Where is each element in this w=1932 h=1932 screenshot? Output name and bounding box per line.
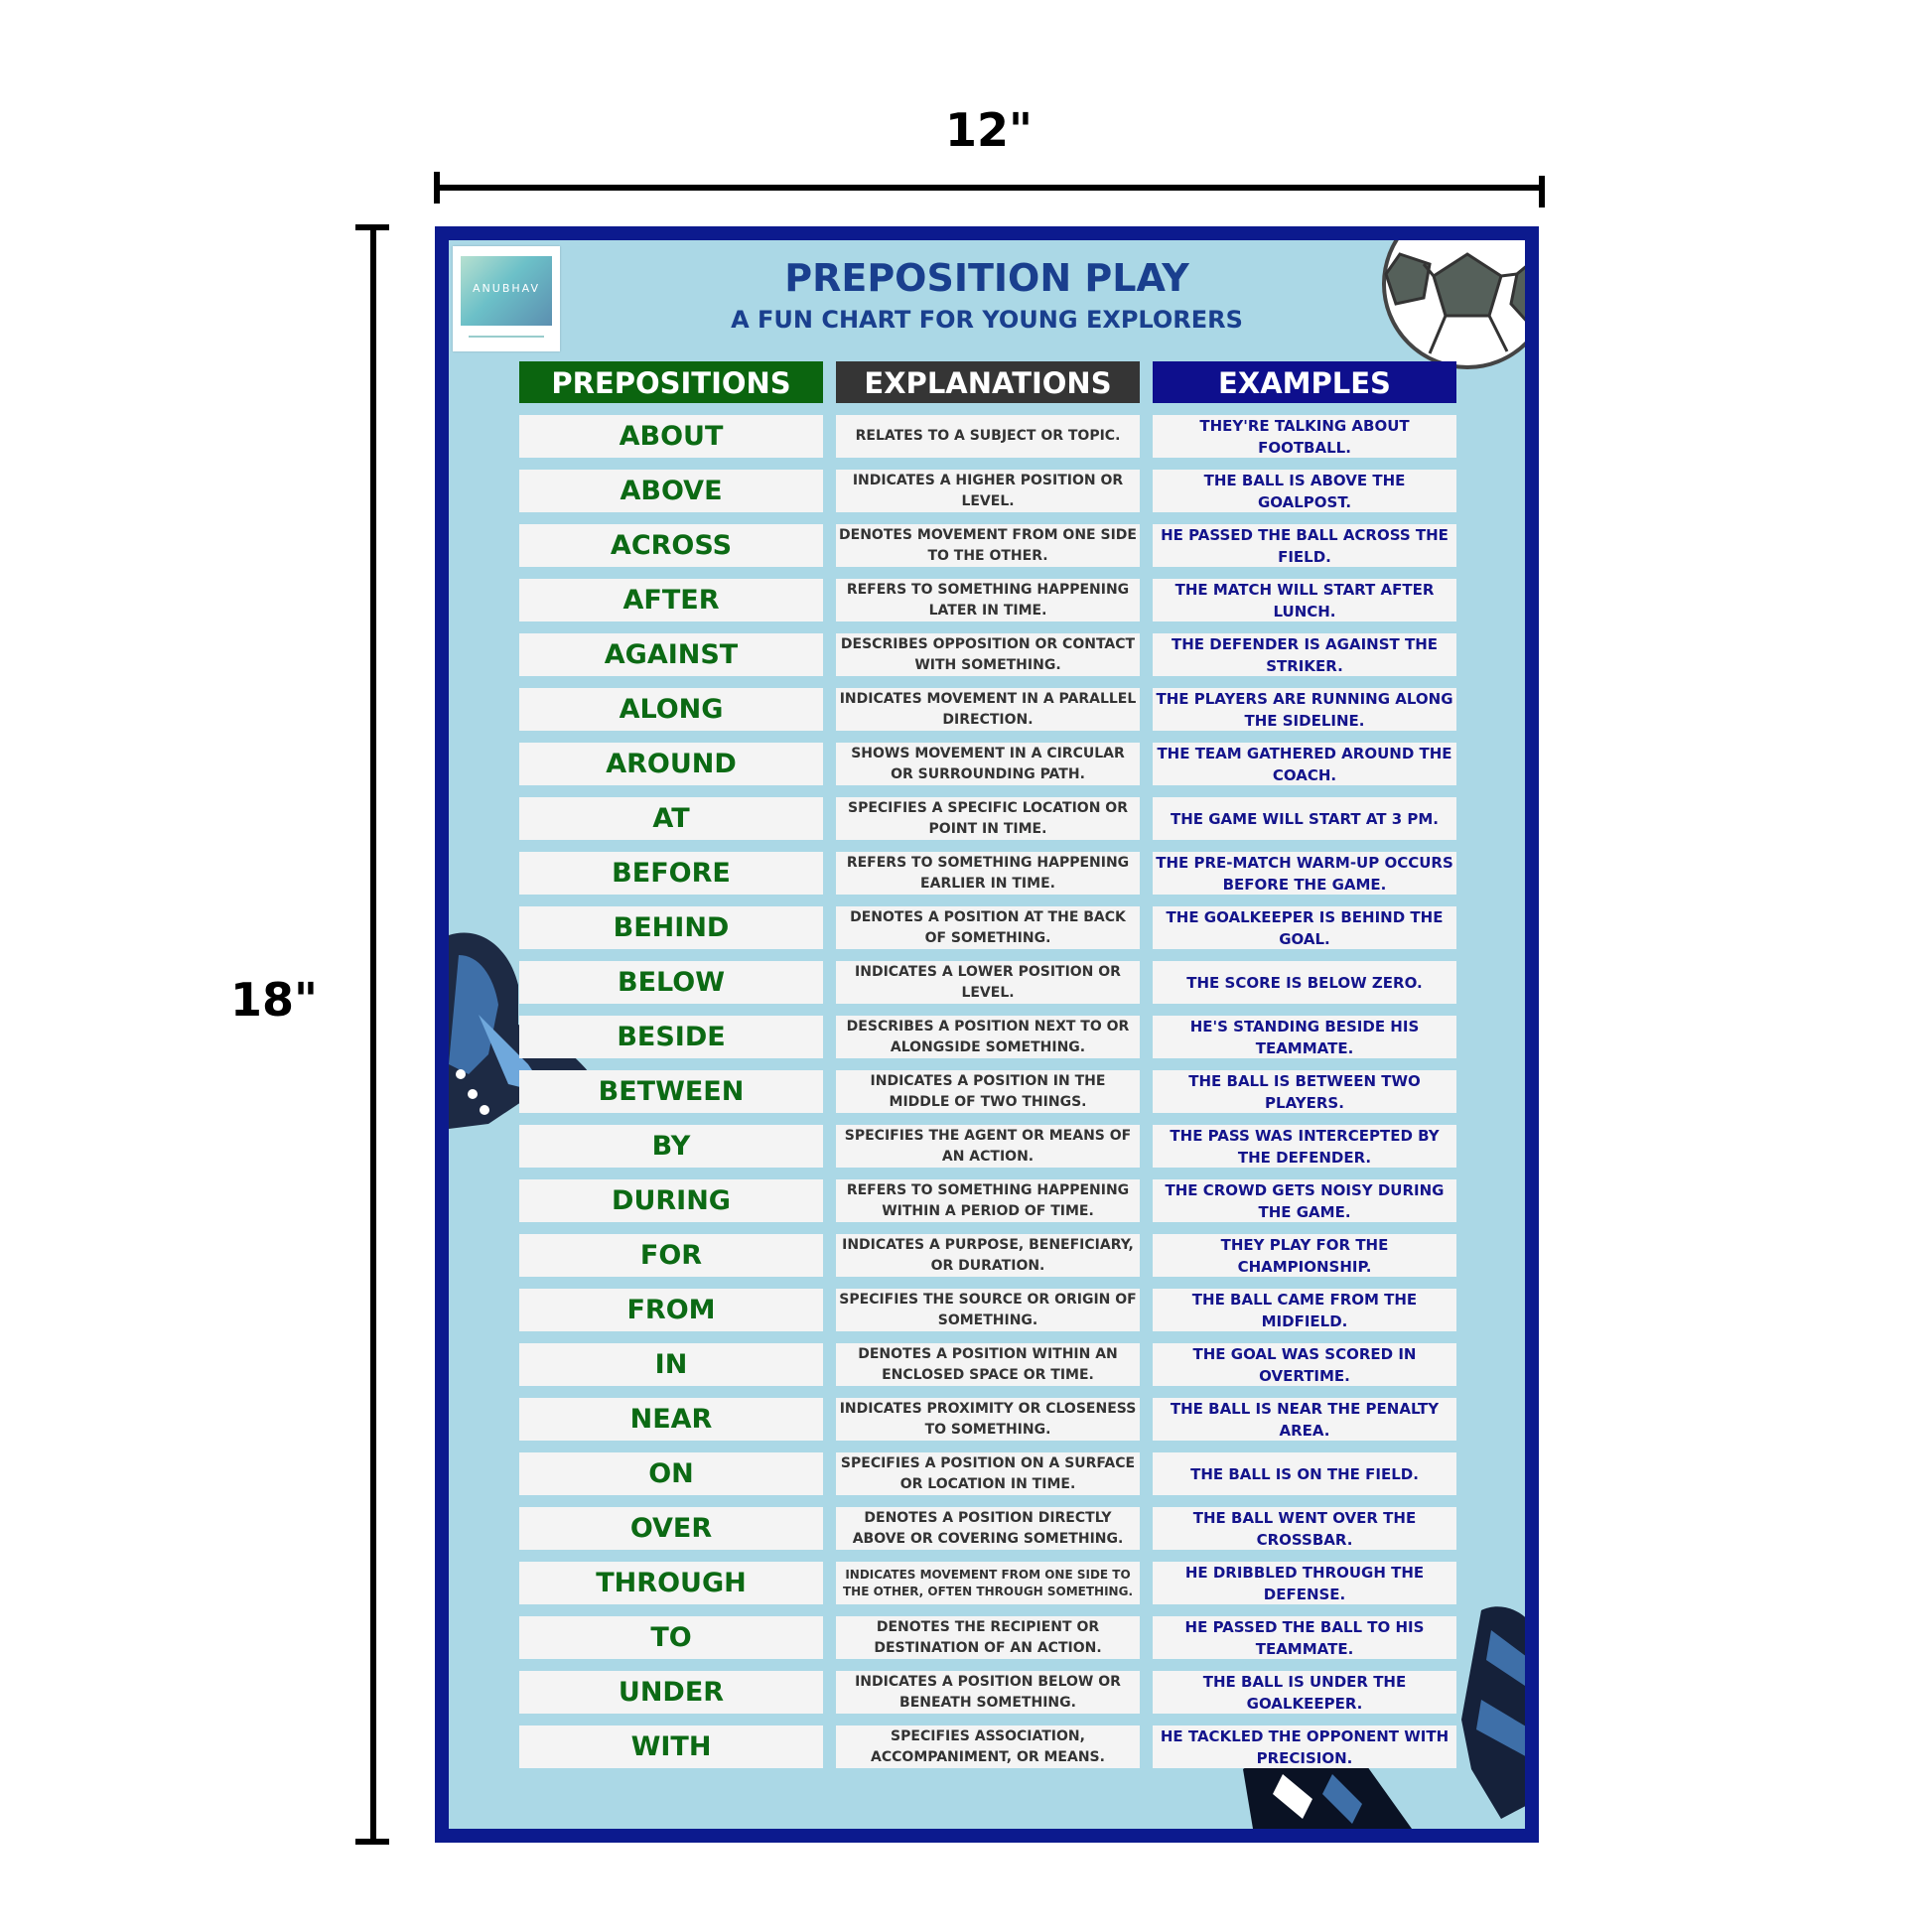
examples-header: EXAMPLES [1153,361,1456,403]
table-row [449,1289,1525,1331]
table-row [449,1507,1525,1550]
example-cell: THE BALL IS ABOVE THE GOALPOST. [1153,470,1456,512]
logo-text: ANUBHAV [473,282,540,295]
example-cell: THE TEAM GATHERED AROUND THE COACH. [1153,743,1456,785]
example-cell: THE DEFENDER IS AGAINST THE STRIKER. [1153,633,1456,676]
height-dimension-line [370,226,376,1843]
explanation-cell: DENOTES THE RECIPIENT OR DESTINATION OF AN ACTION. [836,1616,1140,1659]
table-row [449,1671,1525,1714]
example-cell: THE PRE-MATCH WARM-UP OCCURS BEFORE THE GAME. [1153,852,1456,895]
preposition-cell: OVER [519,1507,823,1550]
example-cell: THEY PLAY FOR THE CHAMPIONSHIP. [1153,1234,1456,1277]
table-row [449,1016,1525,1058]
table-row [449,688,1525,731]
preposition-cell: ON [519,1452,823,1495]
preposition-cell: AT [519,797,823,840]
table-row [449,961,1525,1004]
preposition-cell: BEHIND [519,906,823,949]
logo-underline [469,336,544,338]
example-cell: HE PASSED THE BALL TO HIS TEAMMATE. [1153,1616,1456,1659]
width-dimension-tick-left [434,172,440,204]
preposition-cell: NEAR [519,1398,823,1441]
preposition-cell: AFTER [519,579,823,621]
preposition-cell: UNDER [519,1671,823,1714]
poster-subtitle: A FUN CHART FOR YOUNG EXPLORERS [731,306,1243,334]
explanation-cell: SPECIFIES ASSOCIATION, ACCOMPANIMENT, OR MEANS. [836,1725,1140,1768]
table-row [449,1562,1525,1604]
preposition-cell: AROUND [519,743,823,785]
table-row [449,906,1525,949]
prepositions-header: PREPOSITIONS [519,361,823,403]
height-dimension-label: 18" [230,973,318,1027]
example-cell: THE SCORE IS BELOW ZERO. [1153,961,1456,1004]
example-cell: HE PASSED THE BALL ACROSS THE FIELD. [1153,524,1456,567]
example-cell: THE BALL WENT OVER THE CROSSBAR. [1153,1507,1456,1550]
table-row [449,797,1525,840]
example-cell: HE DRIBBLED THROUGH THE DEFENSE. [1153,1562,1456,1604]
width-dimension-label: 12" [945,103,1033,157]
example-cell: THE GOALKEEPER IS BEHIND THE GOAL. [1153,906,1456,949]
preposition-cell: DURING [519,1179,823,1222]
table-row [449,1343,1525,1386]
explanation-cell: INDICATES A PURPOSE, BENEFICIARY, OR DURATION. [836,1234,1140,1277]
example-cell: HE'S STANDING BESIDE HIS TEAMMATE. [1153,1016,1456,1058]
preposition-cell: BELOW [519,961,823,1004]
preposition-cell: BETWEEN [519,1070,823,1113]
explanation-cell: DENOTES MOVEMENT FROM ONE SIDE TO THE OTHER. [836,524,1140,567]
preposition-cell: ABOUT [519,415,823,458]
explanation-cell: SPECIFIES A POSITION ON A SURFACE OR LOCATION IN TIME. [836,1452,1140,1495]
table-row [449,1398,1525,1441]
height-dimension-tick-top [355,224,389,230]
preposition-cell: ALONG [519,688,823,731]
preposition-cell: ACROSS [519,524,823,567]
explanation-cell: DESCRIBES OPPOSITION OR CONTACT WITH SOMETHING. [836,633,1140,676]
preposition-cell: WITH [519,1725,823,1768]
explanation-cell: REFERS TO SOMETHING HAPPENING WITHIN A PERIOD OF TIME. [836,1179,1140,1222]
table-row [449,1616,1525,1659]
table-row [449,1234,1525,1277]
explanation-cell: REFERS TO SOMETHING HAPPENING EARLIER IN TIME. [836,852,1140,895]
width-dimension-tick-right [1539,176,1545,207]
table-row [449,1452,1525,1495]
preposition-cell: THROUGH [519,1562,823,1604]
example-cell: THE PLAYERS ARE RUNNING ALONG THE SIDELINE. [1153,688,1456,731]
table-row [449,415,1525,458]
explanation-cell: REFERS TO SOMETHING HAPPENING LATER IN TIME. [836,579,1140,621]
table-row [449,743,1525,785]
explanation-cell: SHOWS MOVEMENT IN A CIRCULAR OR SURROUNDING PATH. [836,743,1140,785]
preposition-cell: BEFORE [519,852,823,895]
height-dimension-tick-bottom [355,1839,389,1845]
example-cell: THE GAME WILL START AT 3 PM. [1153,797,1456,840]
preposition-cell: FROM [519,1289,823,1331]
explanation-cell: INDICATES A POSITION BELOW OR BENEATH SOMETHING. [836,1671,1140,1714]
table-row [449,470,1525,512]
table-row [449,1725,1525,1768]
example-cell: THE BALL IS UNDER THE GOALKEEPER. [1153,1671,1456,1714]
example-cell: THE GOAL WAS SCORED IN OVERTIME. [1153,1343,1456,1386]
table-row [449,1070,1525,1113]
explanation-cell: DENOTES A POSITION AT THE BACK OF SOMETHING. [836,906,1140,949]
explanation-cell: SPECIFIES A SPECIFIC LOCATION OR POINT IN TIME. [836,797,1140,840]
example-cell: THE BALL IS ON THE FIELD. [1153,1452,1456,1495]
example-cell: HE TACKLED THE OPPONENT WITH PRECISION. [1153,1725,1456,1768]
width-dimension-line [437,185,1541,191]
preposition-cell: BY [519,1125,823,1168]
explanation-cell: INDICATES PROXIMITY OR CLOSENESS TO SOMETHING. [836,1398,1140,1441]
table-row [449,1179,1525,1222]
explanation-cell: INDICATES MOVEMENT IN A PARALLEL DIRECTION. [836,688,1140,731]
explanation-cell: SPECIFIES THE AGENT OR MEANS OF AN ACTION. [836,1125,1140,1168]
explanation-cell: INDICATES A POSITION IN THE MIDDLE OF TWO THINGS. [836,1070,1140,1113]
example-cell: THE BALL CAME FROM THE MIDFIELD. [1153,1289,1456,1331]
example-cell: THE MATCH WILL START AFTER LUNCH. [1153,579,1456,621]
preposition-cell: AGAINST [519,633,823,676]
example-cell: THE CROWD GETS NOISY DURING THE GAME. [1153,1179,1456,1222]
explanations-header: EXPLANATIONS [836,361,1140,403]
preposition-table [449,415,1525,1780]
poster [435,226,1539,1843]
preposition-cell: BESIDE [519,1016,823,1058]
table-row [449,852,1525,895]
explanation-cell: DENOTES A POSITION WITHIN AN ENCLOSED SPACE OR TIME. [836,1343,1140,1386]
explanation-cell: INDICATES A HIGHER POSITION OR LEVEL. [836,470,1140,512]
explanation-cell: INDICATES MOVEMENT FROM ONE SIDE TO THE OTHER, OFTEN THROUGH SOMETHING. [836,1562,1140,1604]
explanation-cell: SPECIFIES THE SOURCE OR ORIGIN OF SOMETHING. [836,1289,1140,1331]
explanation-cell: INDICATES A LOWER POSITION OR LEVEL. [836,961,1140,1004]
preposition-cell: IN [519,1343,823,1386]
explanation-cell: DENOTES A POSITION DIRECTLY ABOVE OR COVERING SOMETHING. [836,1507,1140,1550]
table-row [449,524,1525,567]
table-row [449,633,1525,676]
preposition-cell: TO [519,1616,823,1659]
example-cell: THE BALL IS NEAR THE PENALTY AREA. [1153,1398,1456,1441]
example-cell: THEY'RE TALKING ABOUT FOOTBALL. [1153,415,1456,458]
preposition-cell: FOR [519,1234,823,1277]
poster-title: PREPOSITION PLAY [784,256,1189,300]
explanation-cell: DESCRIBES A POSITION NEXT TO OR ALONGSIDE SOMETHING. [836,1016,1140,1058]
poster-panel [449,240,1525,1829]
explanation-cell: RELATES TO A SUBJECT OR TOPIC. [836,415,1140,458]
table-row [449,1125,1525,1168]
preposition-cell: ABOVE [519,470,823,512]
example-cell: THE PASS WAS INTERCEPTED BY THE DEFENDER. [1153,1125,1456,1168]
table-row [449,579,1525,621]
example-cell: THE BALL IS BETWEEN TWO PLAYERS. [1153,1070,1456,1113]
